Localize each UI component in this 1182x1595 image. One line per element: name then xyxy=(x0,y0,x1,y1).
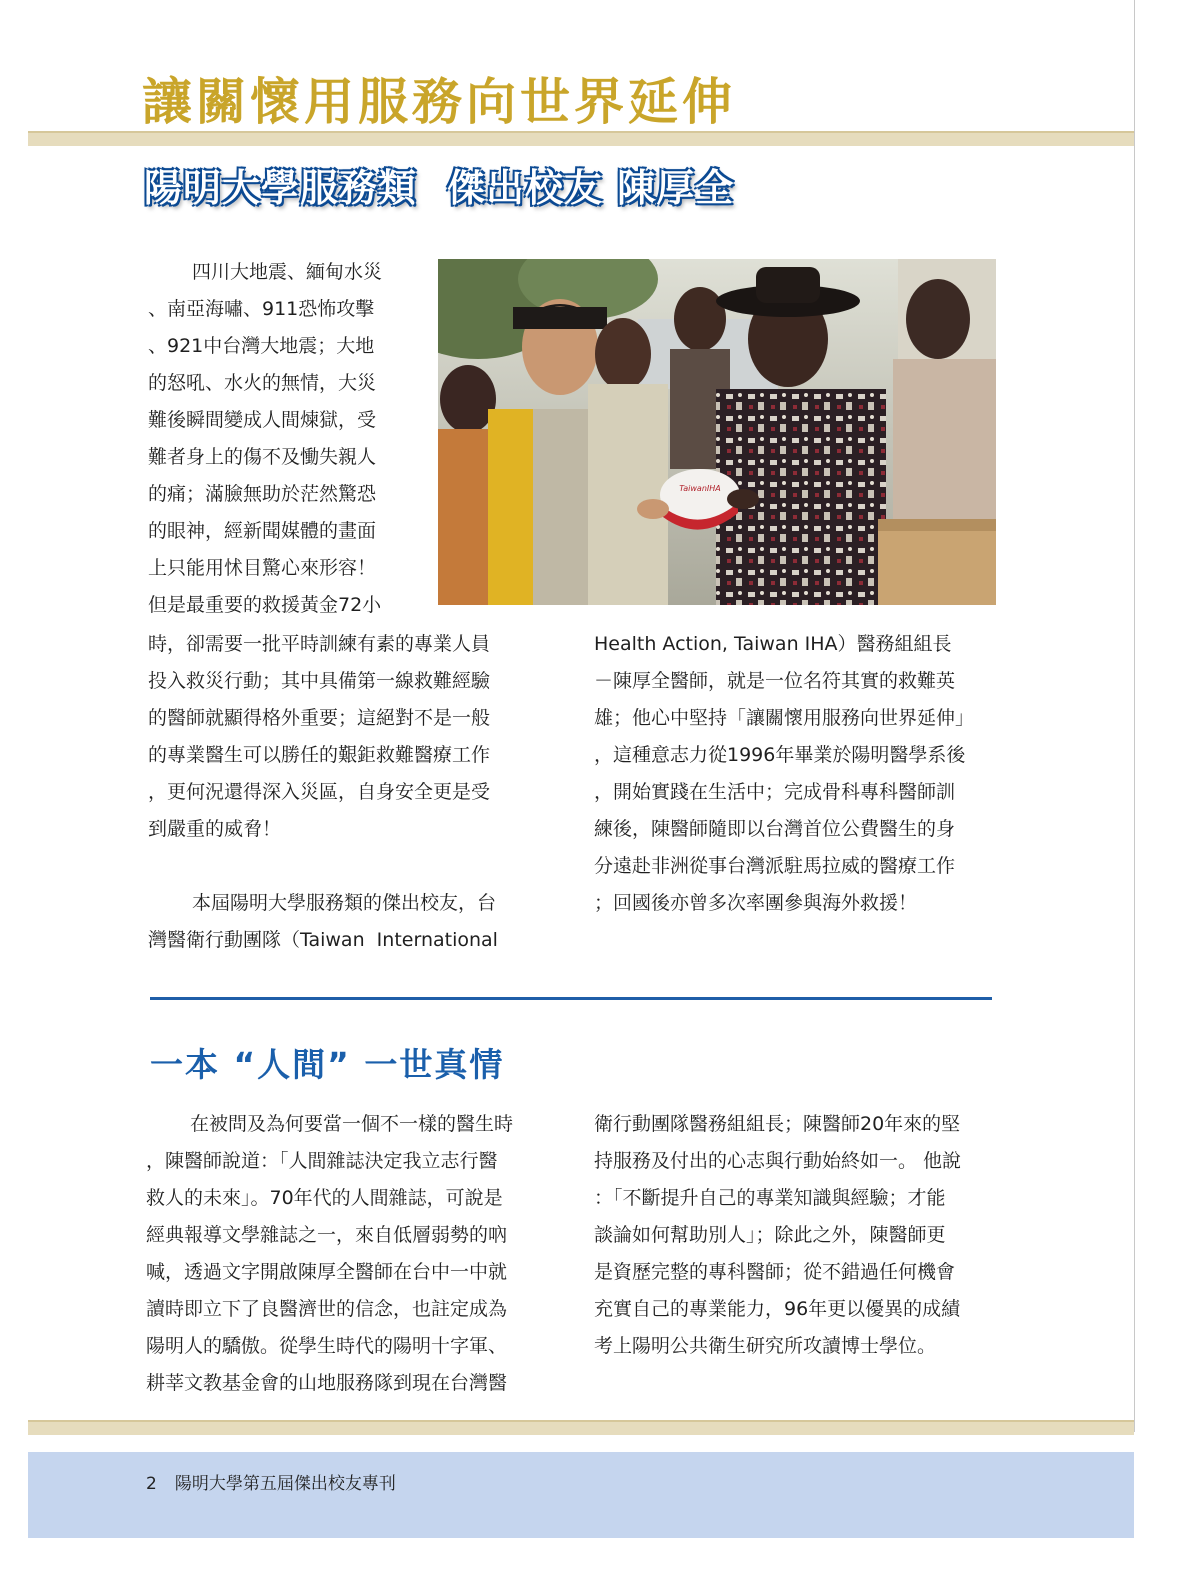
section2-column-right xyxy=(594,1106,994,1365)
section-divider xyxy=(150,997,992,1000)
section2-column-left xyxy=(146,1106,536,1402)
publication-name: 陽明大學第五屆傑出校友專刊 xyxy=(174,1474,396,1494)
text-line: ；回國後亦曾多次率團參與海外救援！ xyxy=(594,892,918,914)
text-line: 但是最重要的救援黃金72小 xyxy=(148,594,382,616)
text-line: Health Action, Taiwan IHA）醫務組組長 xyxy=(594,633,952,655)
text-line: 本屆陽明大學服務類的傑出校友，台 xyxy=(192,892,497,914)
subtitle-alumnus: 傑出校友 陳厚全 xyxy=(447,166,735,210)
text-line: 充實自己的專業能力，96年更以優異的成績 xyxy=(594,1298,961,1320)
text-line: 分遠赴非洲從事台灣派駐馬拉威的醫療工作 xyxy=(594,855,956,877)
page-title: 讓關懷用服務向世界延伸 xyxy=(142,73,736,131)
text-line: 灣醫衛行動團隊（Taiwan International xyxy=(148,929,498,951)
article-column-left xyxy=(148,626,536,959)
text-line: 衛行動團隊醫務組組長；陳醫師20年來的堅 xyxy=(594,1113,961,1135)
text-line: ，開始實踐在生活中；完成骨科專科醫師訓 xyxy=(594,781,956,803)
text-line: 難者身上的傷不及慟失親人 xyxy=(148,446,377,468)
text-line: 喊，透過文字開啟陳厚全醫師在台中一中就 xyxy=(146,1261,508,1283)
text-line: 的醫師就顯得格外重要；這絕對不是一般 xyxy=(148,707,491,729)
text-line: 到嚴重的威脅！ xyxy=(148,818,282,840)
text-line: 的痛；滿臉無助於茫然驚恐 xyxy=(148,483,377,505)
text-line: 的專業醫生可以勝任的艱鉅救難醫療工作 xyxy=(148,744,491,766)
text-line: 投入救災行動；其中具備第一線救難經驗 xyxy=(148,670,491,692)
text-line: 救人的未來」。70年代的人間雜誌，可說是 xyxy=(146,1187,503,1209)
text-line: 讀時即立下了良醫濟世的信念，也註定成為 xyxy=(146,1298,508,1320)
text-line: 考上陽明公共衛生研究所攻讀博士學位。 xyxy=(594,1335,937,1357)
text-line: 雄；他心中堅持「讓關懷用服務向世界延伸」 xyxy=(594,707,975,729)
text-line: ：「不斷提升自己的專業知識與經驗；才能 xyxy=(594,1187,946,1209)
text-line: ，更何況還得深入災區，自身安全更是受 xyxy=(148,781,491,803)
text-line: 上只能用怵目驚心來形容！ xyxy=(148,557,377,579)
text-line: 陽明人的驕傲。從學生時代的陽明十字軍、 xyxy=(146,1335,508,1357)
footer-divider xyxy=(28,1420,1134,1435)
text-line: 的怒吼、水火的無情，大災 xyxy=(148,372,377,394)
text-line: 持服務及付出的心志與行動始終如一。 他說 xyxy=(594,1150,962,1172)
text-line: 、南亞海嘯、911恐怖攻擊 xyxy=(148,298,375,320)
page-number: 2 xyxy=(146,1474,157,1494)
text-line: 經典報導文學雜誌之一，來自低層弱勢的吶 xyxy=(146,1224,508,1246)
article-photo xyxy=(438,259,996,605)
text-line: 難後瞬間變成人間煉獄，受 xyxy=(148,409,377,431)
text-line: 在被問及為何要當一個不一樣的醫生時 xyxy=(190,1113,514,1135)
text-line: ，這種意志力從1996年畢業於陽明醫學系後 xyxy=(594,744,966,766)
text-line: 耕莘文教基金會的山地服務隊到現在台灣醫 xyxy=(146,1372,508,1394)
article-subtitle xyxy=(144,162,734,214)
subtitle-category: 陽明大學服務類 xyxy=(144,166,418,210)
text-line: 四川大地震、緬甸水災 xyxy=(192,261,383,283)
intro-text xyxy=(148,254,398,624)
footer xyxy=(146,1470,396,1498)
text-line: 談論如何幫助別人」；除此之外，陳醫師更 xyxy=(594,1224,946,1246)
text-line: 時，卻需要一批平時訓練有素的專業人員 xyxy=(148,633,491,655)
text-line: －陳厚全醫師，就是一位名符其實的救難英 xyxy=(594,670,956,692)
text-line: 練後，陳醫師隨即以台灣首位公費醫生的身 xyxy=(594,818,956,840)
text-line: 的眼神，經新聞媒體的畫面 xyxy=(148,520,377,542)
text-line: ，陳醫師說道：「人間雜誌決定我立志行醫 xyxy=(146,1150,498,1172)
text-line: 、921中台灣大地震；大地 xyxy=(148,335,375,357)
header-divider xyxy=(28,131,1134,146)
text-line: 是資歷完整的專科醫師；從不錯過任何機會 xyxy=(594,1261,956,1283)
page-edge-rule xyxy=(1134,0,1135,1432)
article-column-right xyxy=(594,626,994,922)
cap-logo-text: TaiwanIHA xyxy=(679,484,721,493)
section-title: 一本 “人間” 一世真情 xyxy=(150,1045,505,1084)
